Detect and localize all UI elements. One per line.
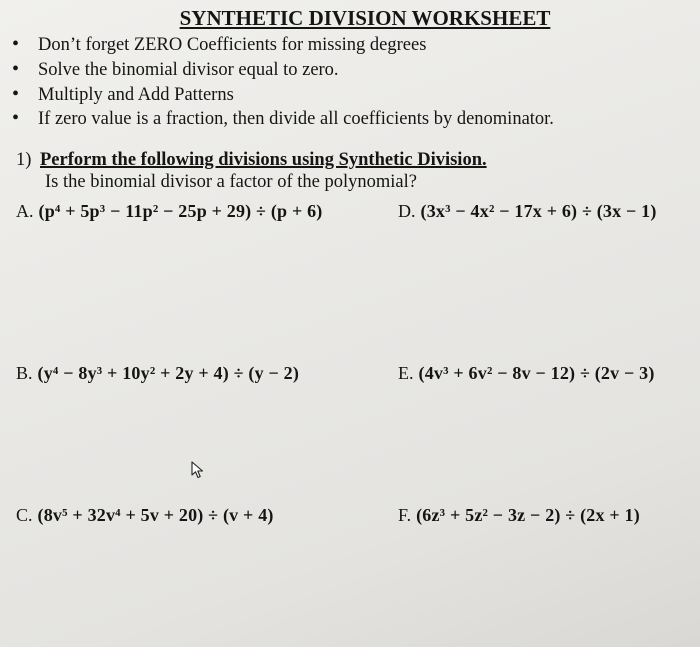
problem-expression: (3x³ − 4x² − 17x + 6) ÷ (3x − 1) xyxy=(420,201,657,221)
problem-label: B. xyxy=(16,363,33,383)
instruction-text: If zero value is a fraction, then divide all coefficients by denominator. xyxy=(38,109,554,130)
instruction-text: Don’t forget ZERO Coefficients for missing degrees xyxy=(38,35,427,55)
problem-e xyxy=(398,363,655,384)
problem-expression: (6z³ + 5z² − 3z − 2) ÷ (2x + 1) xyxy=(416,505,640,525)
worksheet-title: SYNTHETIC DIVISION WORKSHEET xyxy=(179,6,551,30)
question-instruction: Perform the following divisions using Synthetic Division. xyxy=(40,150,487,170)
problem-c xyxy=(16,505,274,526)
problem-d xyxy=(398,201,657,222)
instruction-item xyxy=(10,33,554,58)
bullet-icon: • xyxy=(12,33,20,55)
problem-b xyxy=(16,363,299,384)
problem-label: D. xyxy=(398,201,416,221)
question-number: 1) xyxy=(16,150,32,170)
problem-label: A. xyxy=(16,201,34,221)
bullet-icon: • xyxy=(12,107,20,130)
bullet-icon: • xyxy=(12,57,20,80)
instructions-list xyxy=(10,33,554,132)
problem-a xyxy=(16,201,323,222)
instruction-text: Multiply and Add Patterns xyxy=(38,84,234,105)
problem-expression: (p⁴ + 5p³ − 11p² − 25p + 29) ÷ (p + 6) xyxy=(38,201,323,221)
instruction-item xyxy=(10,58,554,83)
problem-expression: (y⁴ − 8y³ + 10y² + 2y + 4) ÷ (y − 2) xyxy=(37,363,300,383)
problem-label: C. xyxy=(16,505,33,525)
problem-label: E. xyxy=(398,363,414,383)
problem-label: F. xyxy=(398,505,412,525)
bullet-icon: • xyxy=(12,82,20,105)
instruction-text: Solve the binomial divisor equal to zero. xyxy=(38,59,339,80)
mouse-pointer-icon xyxy=(191,461,205,484)
problem-expression: (4v³ + 6v² − 8v − 12) ÷ (2v − 3) xyxy=(418,363,655,383)
question-subquestion: Is the binomial divisor a factor of the polynomial? xyxy=(45,172,417,192)
problem-f xyxy=(398,505,640,526)
problem-expression: (8v⁵ + 32v⁴ + 5v + 20) ÷ (v + 4) xyxy=(37,505,274,525)
instruction-item xyxy=(10,83,554,108)
instruction-item xyxy=(10,107,554,132)
